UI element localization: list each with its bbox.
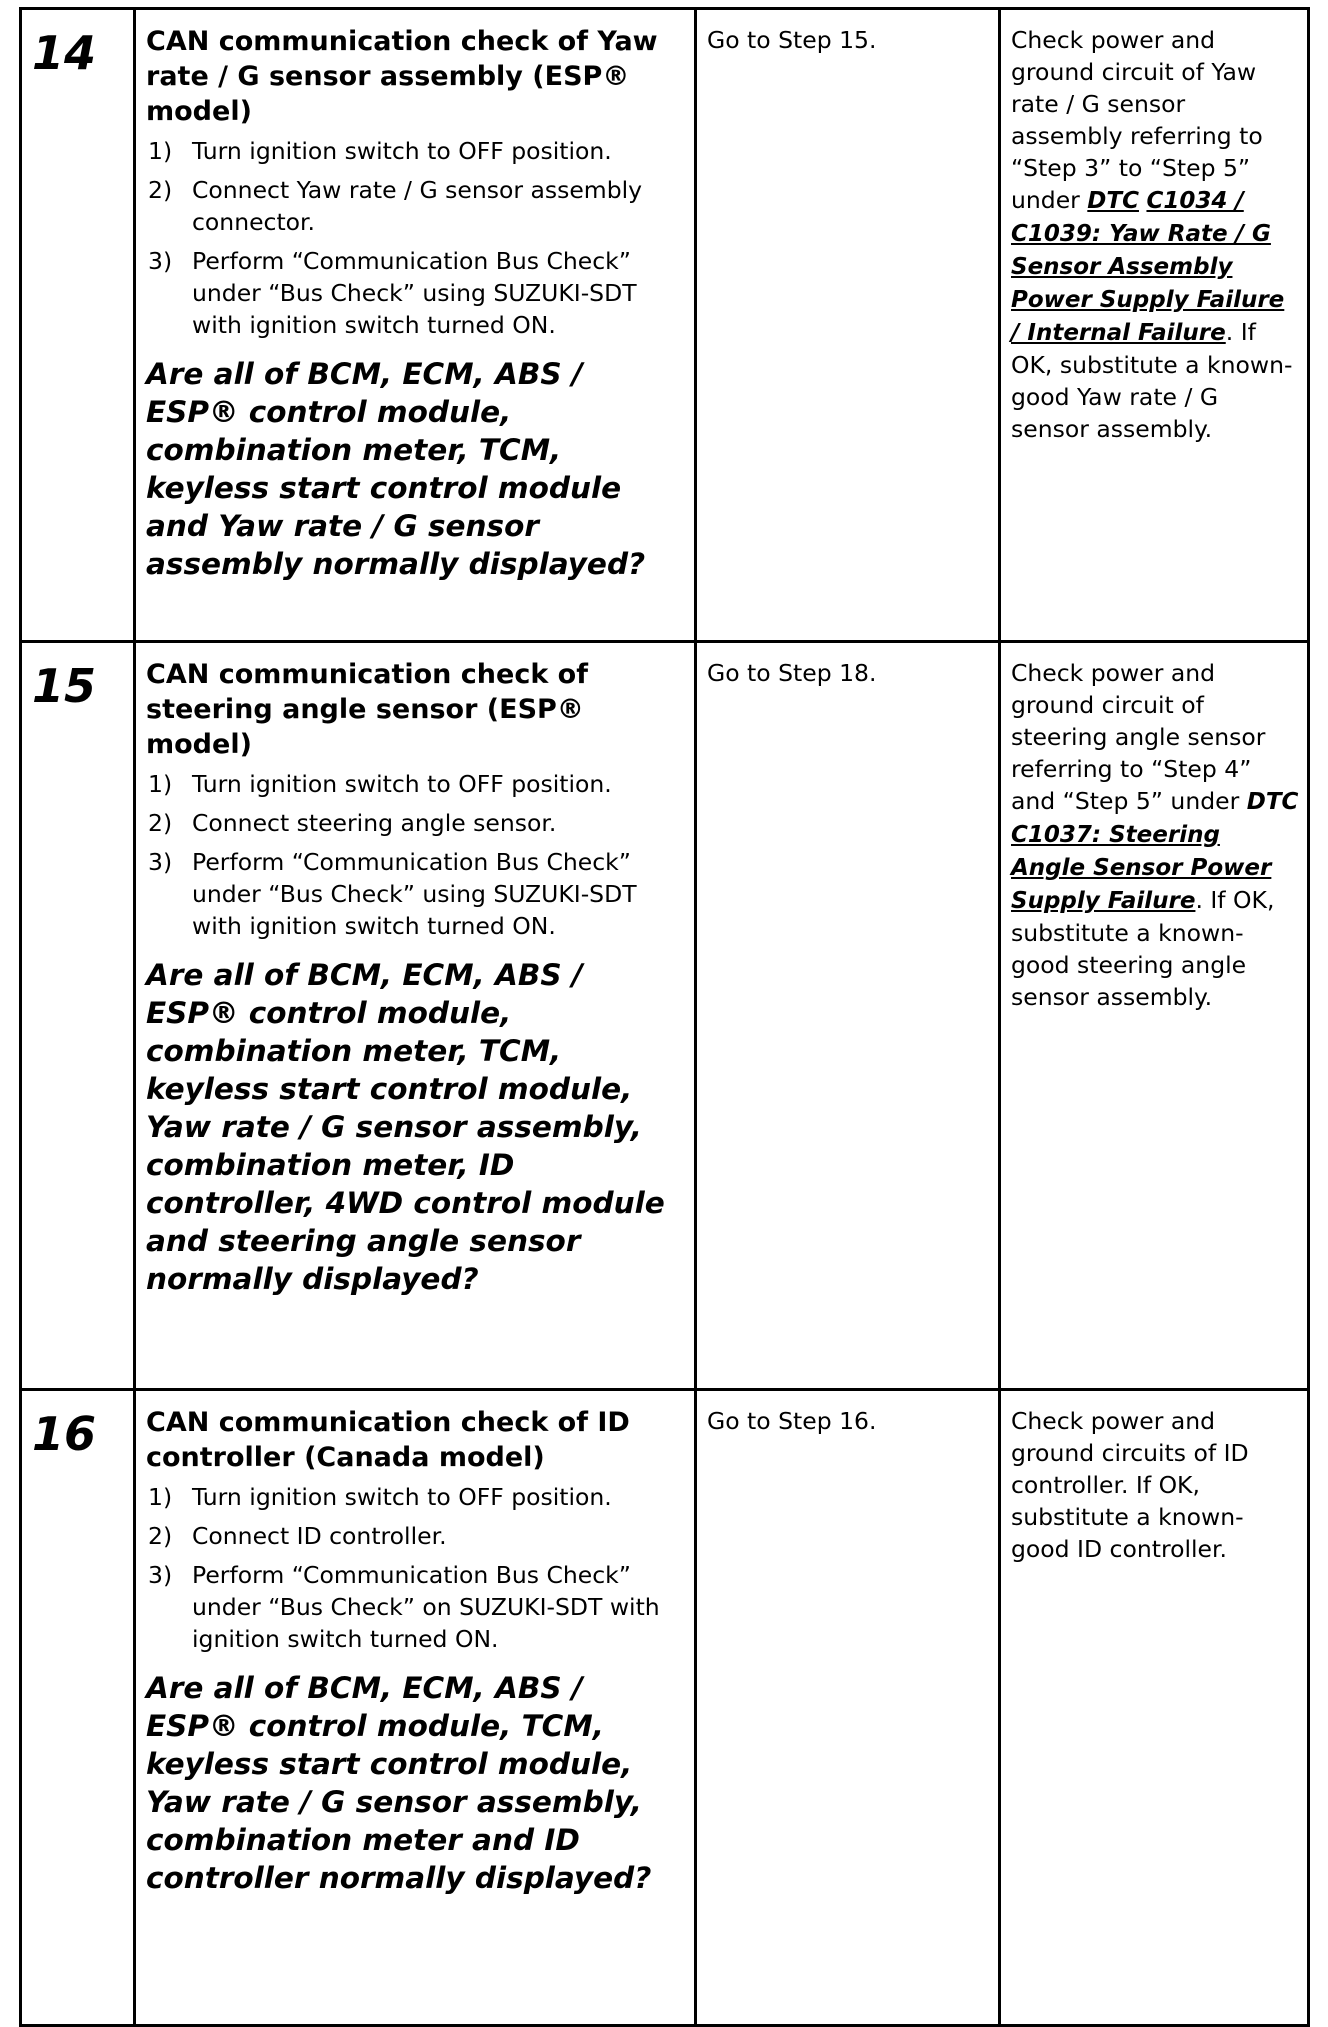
- step-row-16: [21, 1390, 1309, 2026]
- dtc-reference-link[interactable]: C1034 / C1039: Yaw Rate / G Sensor Assembly Power Supply Failure / Internal Failure: [1011, 188, 1285, 346]
- step-number: 16: [32, 1407, 97, 1461]
- action-text: Perform “Communication Bus Check” under “Bus Check” on SUZUKI-SDT with ignition switch turned ON.: [192, 1561, 660, 1653]
- dtc-label: DTC: [1246, 789, 1299, 815]
- yes-result: Go to Step 18.: [707, 659, 877, 687]
- action-number: 3): [148, 247, 173, 275]
- action-text: Perform “Communication Bus Check” under “Bus Check” using SUZUKI-SDT with ignition switch turned ON.: [192, 247, 637, 339]
- action-number: 2): [148, 809, 173, 837]
- action-item: [146, 807, 676, 839]
- no-cell: [1000, 642, 1309, 1390]
- yes-cell: [696, 642, 1000, 1390]
- action-number: 3): [148, 848, 173, 876]
- action-cell: [135, 1390, 696, 2026]
- yes-result: Go to Step 15.: [707, 26, 877, 54]
- action-item: [146, 846, 676, 942]
- action-number: 2): [148, 1522, 173, 1550]
- action-item: [146, 768, 676, 800]
- no-result-text: Check power and ground circuit of Yaw rate / G sensor assembly referring to “Step 3” to “Step 5” under: [1011, 26, 1263, 214]
- action-text: Connect Yaw rate / G sensor assembly connector.: [192, 176, 643, 236]
- step-row-15: [21, 642, 1309, 1390]
- step-question: Are all of BCM, ECM, ABS / ESP® control module, TCM, keyless start control module, Yaw rate / G sensor assembly, combination meter and ID controller normally displayed?: [146, 1671, 652, 1895]
- no-result-text-tail: . If OK, substitute a known-good Yaw rate / G sensor assembly.: [1011, 318, 1293, 443]
- action-number: 1): [148, 770, 173, 798]
- action-cell: [135, 9, 696, 642]
- no-result-text-tail: . If OK, substitute a known-good steering angle sensor assembly.: [1011, 886, 1275, 1011]
- step-question: Are all of BCM, ECM, ABS / ESP® control module, combination meter, TCM, keyless start control module and Yaw rate / G sensor assembly normally displayed?: [146, 357, 646, 581]
- action-text: Turn ignition switch to OFF position.: [192, 137, 612, 165]
- dtc-label: DTC: [1087, 188, 1139, 214]
- step-title: CAN communication check of Yaw rate / G sensor assembly (ESP® model): [146, 26, 658, 127]
- troubleshooting-table: [19, 7, 1310, 2027]
- action-list: [146, 135, 676, 341]
- action-item: [146, 135, 676, 167]
- step-number-cell: [21, 642, 135, 1390]
- action-text: Connect steering angle sensor.: [192, 809, 557, 837]
- action-text: Turn ignition switch to OFF position.: [192, 1483, 612, 1511]
- action-item: [146, 1481, 676, 1513]
- dtc-reference-link[interactable]: C1037: Steering Angle Sensor Power Supply Failure: [1011, 822, 1272, 914]
- action-number: 3): [148, 1561, 173, 1589]
- no-result-text: Check power and ground circuit of steering angle sensor referring to “Step 4” and “Step 5” under: [1011, 659, 1266, 815]
- action-number: 1): [148, 137, 173, 165]
- no-result: [1001, 643, 1307, 1013]
- step-row-14: [21, 9, 1309, 642]
- action-list: [146, 1481, 676, 1655]
- no-cell: [1000, 9, 1309, 642]
- action-list: [146, 768, 676, 942]
- action-item: [146, 1520, 676, 1552]
- action-item: [146, 174, 676, 238]
- action-text: Perform “Communication Bus Check” under “Bus Check” using SUZUKI-SDT with ignition switch turned ON.: [192, 848, 637, 940]
- yes-cell: [696, 9, 1000, 642]
- action-text: Turn ignition switch to OFF position.: [192, 770, 612, 798]
- step-title: CAN communication check of ID controller (Canada model): [146, 1407, 630, 1473]
- step-title: CAN communication check of steering angle sensor (ESP® model): [146, 659, 588, 760]
- action-number: 2): [148, 176, 173, 204]
- action-number: 1): [148, 1483, 173, 1511]
- step-number-cell: [21, 9, 135, 642]
- step-number: 14: [32, 26, 97, 80]
- no-cell: [1000, 1390, 1309, 2026]
- action-item: [146, 245, 676, 341]
- yes-cell: [696, 1390, 1000, 2026]
- step-number: 15: [32, 659, 97, 713]
- no-result: [1001, 10, 1307, 445]
- action-text: Connect ID controller.: [192, 1522, 447, 1550]
- no-result: Check power and ground circuits of ID controller. If OK, substitute a known-good ID controller.: [1011, 1407, 1249, 1563]
- step-question: Are all of BCM, ECM, ABS / ESP® control module, combination meter, TCM, keyless start control module, Yaw rate / G sensor assembly, combination meter, ID controller, 4WD control module and steering angle sensor normally displayed?: [146, 958, 665, 1296]
- step-number-cell: [21, 1390, 135, 2026]
- action-cell: [135, 642, 696, 1390]
- yes-result: Go to Step 16.: [707, 1407, 877, 1435]
- action-item: [146, 1559, 676, 1655]
